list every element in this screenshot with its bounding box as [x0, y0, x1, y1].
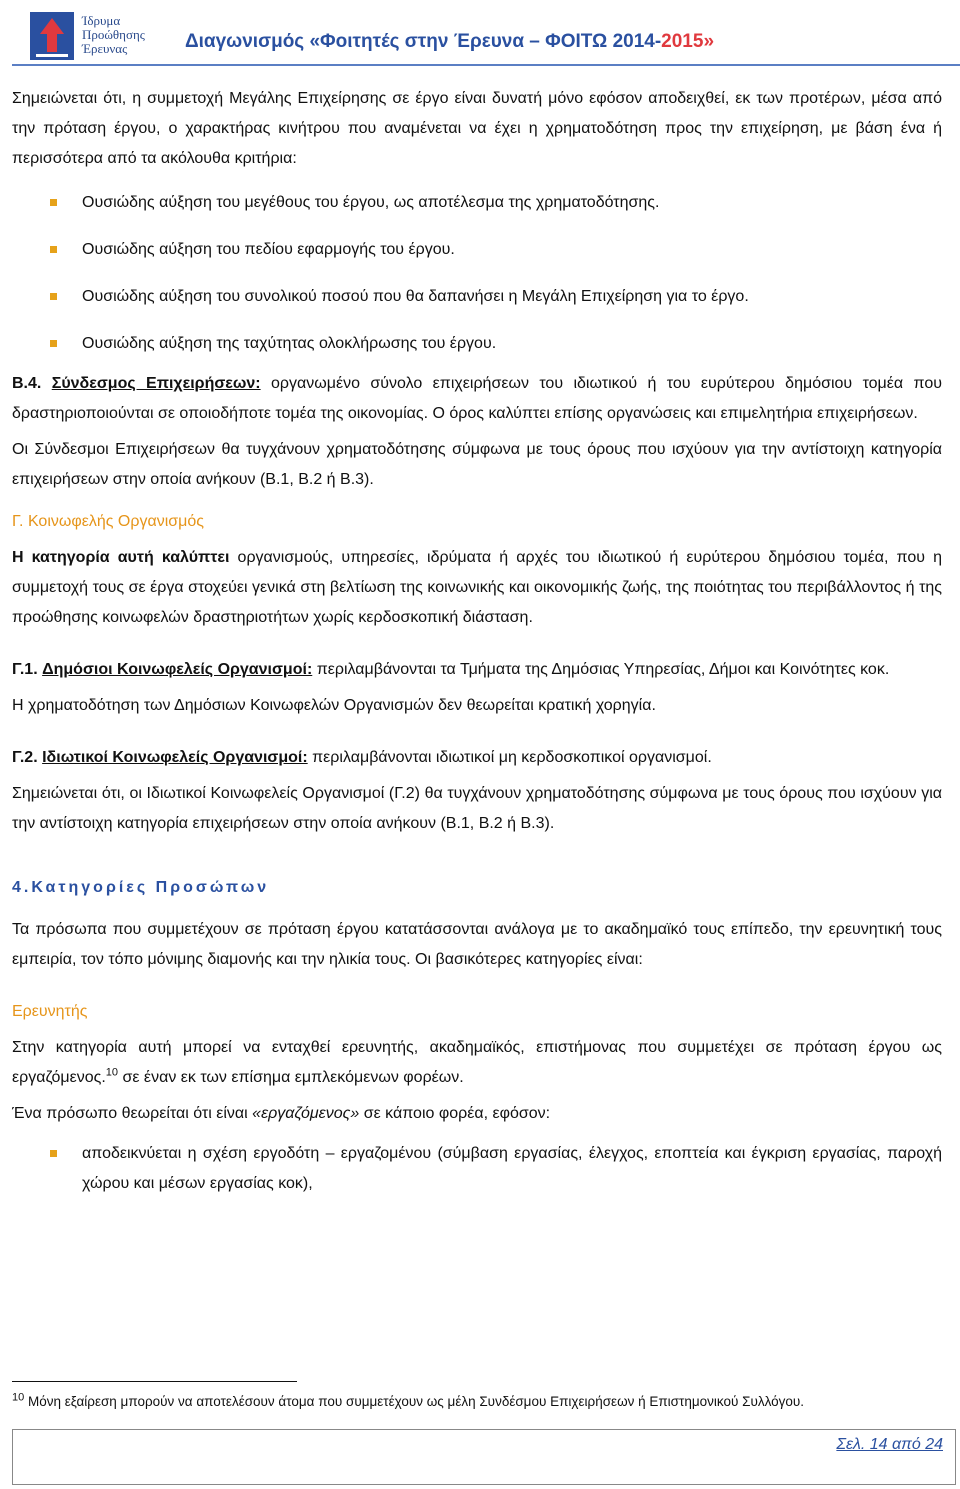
list-item: Ουσιώδης αύξηση του συνολικού ποσού που θα δαπανήσει η Μεγάλη Επιχείρηση για το έργο.	[12, 282, 942, 312]
g1-term: Δημόσιοι Κοινωφελείς Οργανισμοί:	[42, 661, 313, 678]
criteria-list	[12, 188, 942, 359]
list-item: αποδεικνύεται η σχέση εργοδότη – εργαζομένου (σύμβαση εργασίας, έλεγχος, εποπτεία και έγκριση εργασίας, παροχή χώρου και μέσων εργασίας κοκ),	[12, 1139, 942, 1199]
employee-paragraph: Ένα πρόσωπο θεωρείται ότι είναι «εργαζόμενος» σε κάποιο φορέα, εφόσον:	[12, 1105, 551, 1122]
section-4-title: 4.Κατηγορίες Προσώπων	[12, 879, 270, 896]
g1-paragraph-2: Η χρηματοδότηση των Δημόσιων Κοινωφελών Οργανισμών δεν θεωρείται κρατική χορηγία.	[12, 697, 656, 714]
footnote: $^{10}$ Μόνη εξαίρεση μπορούν να αποτελέσουν άτομα που συμμετέχουν ως μέλη Συνδέσμου Επιχειρήσεων ή Επιστημονικού Συλλόγου.	[12, 1391, 805, 1409]
g2-paragraph-2: Σημειώνεται ότι, οι Ιδιωτικοί Κοινωφελείς Οργανισμοί (Γ.2) θα τυγχάνουν χρηματοδότησης σύμφωνα με τους όρους που ισχύουν για την αντίστοιχη κατηγορία επιχειρήσεων στην οποία ανήκουν (Β.1, Β.2 ή Β.3).	[12, 785, 942, 832]
page-number: Σελ. 14 από 24	[836, 1436, 943, 1453]
intro-paragraph: Σημειώνεται ότι, η συμμετοχή Μεγάλης Επιχείρησης σε έργο είναι δυνατή μόνο εφόσον αποδειχθεί, εκ των προτέρων, μέσα από την πρόταση έργου, ο χαρακτήρας κινήτρου που αναμένεται να έχει η χρηματοδότηση προς την επιχείρηση, με βάση ένα ή περισσότερα από τα ακόλουθα κριτήρια:	[12, 90, 942, 167]
researcher-heading: Ερευνητής	[12, 1003, 88, 1020]
footnote-ref: 10	[105, 1066, 119, 1079]
list-item: Ουσιώδης αύξηση του πεδίου εφαρμογής του έργου.	[12, 235, 942, 265]
footnote-divider	[12, 1381, 297, 1382]
b4-term: Σύνδεσμος Επιχειρήσεων:	[51, 375, 261, 392]
b4-paragraph: Β.4. Σύνδεσμος Επιχειρήσεων: οργανωμένο σύνολο επιχειρήσεων του ιδιωτικού ή του ευρύτερου δημόσιου τομέα που δραστηριοποιούνται σε οποιοδήποτε τομέα της οικονομίας. Ο όρος καλύπτει επίσης οργανώσεις και επιμελητήρια επιχειρήσεων.	[12, 375, 942, 422]
page-header	[12, 4, 960, 62]
researcher-paragraph: Στην κατηγορία αυτή μπορεί να ενταχθεί ερευνητής, ακαδημαϊκός, επιστήμονας που συμμετέχει σε πρόταση έργου ως εργαζόμενος.$^{10}$ σε έναν εκ των επίσημα εμπλεκόμενων φορέων.	[12, 1039, 942, 1086]
bullet-square-icon	[50, 199, 57, 206]
header-divider	[12, 64, 960, 66]
header-title: Διαγωνισμός «Φοιτητές στην Έρευνα – ΦΟΙΤΩ 2014-2015»	[185, 31, 715, 52]
employee-conditions-list	[12, 1139, 942, 1199]
g-paragraph: Η κατηγορία αυτή καλύπτει οργανισμούς, υπηρεσίες, ιδρύματα ή αρχές του ιδιωτικού ή ευρύτερου δημόσιου τομέα, που η συμμετοχή τους σε έργα στοχεύει γενικά στη βελτίωση της κοινωνικής και οικονομικής ζωής, της ποιότητας του περιβάλλοντος ή της προώθησης κοινωφελών δραστηριοτήτων χωρίς κερδοσκοπική διάσταση.	[12, 549, 942, 626]
bullet-square-icon	[50, 1150, 57, 1157]
bullet-square-icon	[50, 293, 57, 300]
list-item: Ουσιώδης αύξηση της ταχύτητας ολοκλήρωσης του έργου.	[12, 329, 942, 359]
bullet-square-icon	[50, 340, 57, 347]
document-body	[12, 84, 942, 1205]
page-footer	[12, 1429, 956, 1485]
g2-term: Ιδιωτικοί Κοινωφελείς Οργανισμοί:	[42, 749, 308, 766]
list-item: Ουσιώδης αύξηση του μεγέθους του έργου, ως αποτέλεσμα της χρηματοδότησης.	[12, 188, 942, 218]
b4-paragraph-2: Οι Σύνδεσμοι Επιχειρήσεων θα τυγχάνουν χρηματοδότησης σύμφωνα με τους όρους που ισχύουν για την αντίστοιχη κατηγορία επιχειρήσεων στην οποία ανήκουν (Β.1, Β.2 ή Β.3).	[12, 441, 942, 488]
bullet-square-icon	[50, 246, 57, 253]
logo-text: Ίδρυμα Προώθησης Έρευνας	[82, 13, 145, 56]
g1-paragraph: Γ.1. Δημόσιοι Κοινωφελείς Οργανισμοί: περιλαμβάνονται τα Τμήματα της Δημόσιας Υπηρεσίας, Δήμοι και Κοινότητες κοκ.	[12, 661, 890, 678]
g-heading: Γ. Κοινωφελής Οργανισμός	[12, 513, 204, 530]
g2-paragraph: Γ.2. Ιδιωτικοί Κοινωφελείς Οργανισμοί: περιλαμβάνονται ιδιωτικοί μη κερδοσκοπικοί οργανισμοί.	[12, 749, 712, 766]
section-4-paragraph: Τα πρόσωπα που συμμετέχουν σε πρόταση έργου κατατάσσονται ανάλογα με το ακαδημαϊκό τους επίπεδο, την ερευνητική τους εμπειρία, τον τόπο μόνιμης διαμονής και την ηλικία τους. Οι βασικότερες κατηγορίες είναι:	[12, 921, 942, 968]
